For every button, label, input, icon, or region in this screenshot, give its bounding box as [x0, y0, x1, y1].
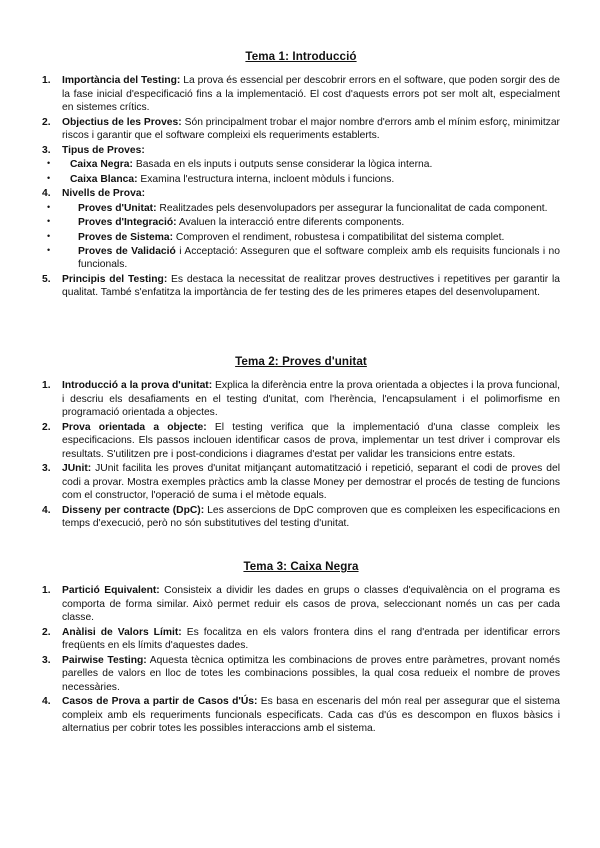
- item-term: Objectius de les Proves: [62, 116, 179, 128]
- item-term: Introducció a la prova d'unitat: [62, 380, 209, 392]
- section-tema-2: [42, 354, 560, 532]
- item-term-sep: :: [254, 696, 258, 708]
- item-number: 5.: [42, 273, 51, 285]
- item-number: 3.: [42, 654, 51, 666]
- item-text: Comproven el rendiment, robustesa i compatibilitat del sistema complet.: [173, 231, 505, 243]
- list-item: [42, 379, 560, 419]
- bullet-icon: •: [47, 245, 51, 255]
- bullet-item: [42, 231, 560, 244]
- item-text: El testing verifica que la implementació d'una classe compleix les especificacions. Els passos inclouen identificar casos de prova, implementar un test driver i comprovar els resultats. S'utilitzen pre i post-condicions i diagrames d'estat per validar les transicions entre estats.: [62, 421, 560, 460]
- list-item: [42, 421, 560, 461]
- numbered-list: [42, 74, 560, 300]
- list-item: [42, 144, 560, 157]
- bullet-icon: •: [47, 201, 51, 212]
- item-term-sep: :: [143, 654, 147, 666]
- item-term: Casos de Prova a partir de Casos d'Ús: [62, 696, 254, 708]
- item-text: La prova és essencial per descobrir errors en el software, que poden sorgir des de la fase inicial d'especificació fins a la implementació. El cost d'aquests errors pot ser molt alt, especialment en sistemes crítics.: [62, 75, 561, 114]
- numbered-list: [42, 584, 560, 735]
- item-text: Basada en els inputs i outputs sense considerar la lògica interna.: [132, 159, 433, 171]
- item-number: 4.: [42, 696, 51, 708]
- section-title: Tema 2: Proves d'unitat: [235, 355, 367, 368]
- list-item: [42, 187, 560, 200]
- item-term: Principis del Testing: [62, 273, 164, 285]
- item-text: Es basa en escenaris del món real per assegurar que el sistema compleix amb els requeriments funcionals especificats. Cada cas d'ús es descompon en fluxos bàsics i alternatius per cobrir totes les possibles interaccions amb el sistema.: [62, 696, 561, 735]
- item-text: Avaluen la interacció entre diferents components.: [176, 217, 405, 229]
- item-term-sep: :: [129, 159, 133, 171]
- item-term-sep: :: [203, 421, 207, 433]
- item-text: Realitzades pels desenvolupadors per assegurar la funcionalitat de cada component.: [156, 202, 548, 214]
- item-term-sep: :: [178, 626, 182, 638]
- item-term: Nivells de Prova: [62, 188, 142, 200]
- item-term-sep: :: [176, 75, 181, 87]
- section-title: Tema 1: Introducció: [245, 50, 357, 63]
- item-term-sep: :: [141, 144, 145, 156]
- bullet-item: [42, 202, 560, 215]
- list-item: [42, 273, 560, 300]
- item-term: Prova orientada a objecte: [62, 421, 204, 433]
- item-number: 2.: [42, 626, 51, 638]
- section-tema-3: [42, 559, 560, 737]
- bullet-item: [42, 245, 560, 272]
- item-text: Les assercions de DpC comproven que es compleixen les especificacions en temps d'execució, però no són substitutives del testing d'unitat.: [62, 504, 560, 530]
- item-number: 2.: [42, 116, 51, 128]
- item-number: 1.: [42, 75, 51, 87]
- item-term-sep: :: [178, 116, 182, 128]
- item-text: Es focalitza en els valors frontera dins el rang d'entrada per identificar errors freqüents en els límits d'aquestes dades.: [62, 626, 560, 652]
- item-number: 4.: [42, 188, 51, 200]
- list-item: [42, 504, 560, 531]
- item-term-sep: :: [141, 188, 145, 200]
- item-number: 2.: [42, 421, 51, 433]
- item-number: 4.: [42, 504, 51, 516]
- item-term: Proves de Validació: [78, 246, 176, 257]
- list-item: [42, 654, 560, 694]
- list-item: [42, 695, 560, 735]
- item-text: Examina l'estructura interna, incloent mòduls i funcions.: [137, 173, 395, 185]
- item-term-sep: :: [153, 202, 157, 214]
- numbered-list: [42, 379, 560, 530]
- list-item: [42, 462, 560, 502]
- item-text: Es destaca la necessitat de realitzar proves destructives i repetitives per garantir la qualitat. També s'enfatitza la importància de fer testing des de les primeres etapes del desenvolupament.: [62, 273, 561, 299]
- bullet-item: [42, 216, 560, 229]
- item-term: Importància del Testing: [62, 75, 177, 87]
- item-text: Consisteix a dividir les dades en grups o classes d'equivalència on el programa es comporta de forma similar. Això permet reduir els casos de prova, seleccionant només un cas per cada classe.: [62, 585, 560, 624]
- item-term: Pairwise Testing: [62, 654, 144, 666]
- list-item: [42, 626, 560, 653]
- list-item: [42, 74, 560, 114]
- item-number: 1.: [42, 380, 51, 392]
- item-text: Aquesta tècnica optimitza les combinacions de proves entre paràmetres, provant només parelles de valors en lloc de totes les combinacions possibles, la qual cosa redueix el nombre de proves necessàries.: [62, 654, 560, 693]
- item-term: Disseny per contracte (DpC):: [62, 504, 205, 516]
- item-text: JUnit facilita les proves d'unitat mitjançant automatització i repetició, separant el codi de proves del codi a provar. Mostra exemples pràctics amb la classe Money per demostrar el procés de testing de funcions com el constructor, l'operació de suma i el mètode equals.: [62, 463, 560, 502]
- list-item: [42, 584, 560, 624]
- item-term-sep: :: [208, 380, 213, 392]
- item-term-sep: :: [156, 585, 160, 597]
- item-term: Partició Equivalent: [62, 585, 157, 597]
- section-tema-1: [42, 49, 560, 301]
- item-term: Caixa Blanca: [70, 173, 135, 185]
- item-term: Proves d'Integració: [78, 217, 174, 229]
- item-term: Anàlisi de Valors Límit: [62, 626, 179, 638]
- item-text: Són principalment trobar el major nombre d'errors amb el mínim esforç, minimitzar riscos i garantir que el software compleixi els requeriments establerts.: [62, 116, 560, 142]
- item-term: Tipus de Proves: [62, 144, 142, 156]
- bullet-item: [42, 158, 560, 171]
- item-number: 3.: [42, 144, 51, 156]
- item-term-sep: :: [173, 217, 177, 229]
- item-term-sep: :: [87, 463, 92, 475]
- item-text: i Acceptació: Asseguren que el software compleix amb els requisits funcionals i no funcionals.: [78, 246, 560, 271]
- item-number: 1.: [42, 585, 51, 597]
- bullet-item: [42, 173, 560, 186]
- bullet-icon: •: [47, 172, 51, 183]
- item-term: Proves de Sistema: [78, 231, 170, 243]
- item-term: Caixa Negra: [70, 159, 130, 171]
- item-term: Proves d'Unitat: [78, 202, 154, 214]
- bullet-icon: •: [47, 230, 51, 241]
- section-title: Tema 3: Caixa Negra: [243, 560, 359, 573]
- item-term-sep: :: [163, 273, 168, 285]
- item-term-sep: :: [134, 173, 138, 185]
- item-text: Explica la diferència entre la prova orientada a objectes i la prova funcional, i descriu els desafiaments en el testing d'unitat, com l'herència, l'encapsulament i el polimorfisme en programació orientada a objectes.: [62, 380, 560, 419]
- list-item: [42, 116, 560, 143]
- item-number: 3.: [42, 463, 51, 475]
- item-term: JUnit: [62, 463, 88, 475]
- bullet-icon: •: [47, 216, 51, 227]
- item-term-sep: :: [169, 231, 174, 243]
- bullet-icon: •: [47, 158, 51, 169]
